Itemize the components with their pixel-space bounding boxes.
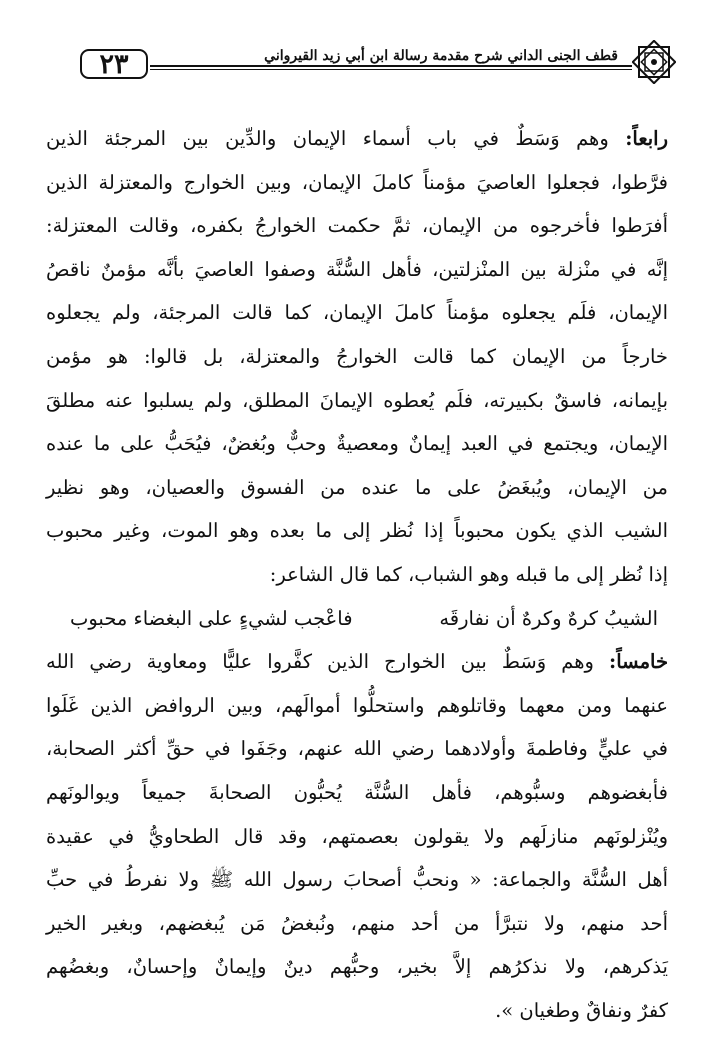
text-line: رابعاً: وهم وَسَطٌ في باب أسماء الإيمان والدِّين بين المرجئة الذين	[46, 127, 668, 150]
text-line: أهل السُّنَّة والجماعة: « ونحبُّ أصحابَ رسول الله ﷺ ولا نفرطُ في حبِّ	[46, 868, 668, 892]
text-line: عنهما ومن معهما وقاتلوهم واستحلُّوا أموالَهم، وبين الروافض الذين غَلَوا	[46, 693, 668, 717]
text-line: أفرَطوا فأخرجوه من الإيمان، ثمَّ حكمت الخوارجُ بكفره، وقالت المعتزلة:	[46, 214, 668, 238]
text-line: في عليٍّ وفاطمةَ وأولادهما رضي الله عنهم، وجَفَوا في حقِّ أكثر الصحابة،	[46, 737, 668, 761]
text-line: إنَّه في منْزلة بين المنْزلتين، فأهل السُّنَّة وصفوا العاصيَ بأنَّه مؤمنٌ ناقصُ	[46, 257, 668, 281]
section-lead: خامساً:	[609, 650, 669, 674]
text-line: الإيمان، فلَم يجعلوه مؤمناً كاملَ الإيمان، كما قالت المرجئة، ولم يجعلوه	[46, 301, 668, 325]
running-title: قطف الجنى الداني شرح مقدمة رسالة ابن أبي زيد القيرواني	[258, 48, 624, 64]
text-line: يَذكرهم، ولا نذكرُهم إلاَّ بخير، وحبُّهم دينٌ وإيمانٌ وإحسانٌ، وبغضُهم	[46, 955, 668, 979]
header-rule-thin	[150, 69, 632, 70]
poem-verse	[46, 597, 668, 641]
text-line: الإيمان، ويجتمع في العبد إيمانٌ ومعصيةٌ وحبٌّ وبُغضٌ، فيُحَبُّ على ما عنده	[46, 432, 668, 456]
text-line: فأبغضوهم وسبُّوهم، فأهل السُّنَّة يُحبُّون الصحابةَ جميعاً ويوالونَهم	[46, 780, 668, 804]
text-line: خامساً: وهم وَسَطٌ بين الخوارج الذين كفَّروا عليًّا ومعاوية رضي الله	[46, 650, 669, 674]
text-line: فرَّطوا، فجعلوا العاصيَ مؤمناً كاملَ الإيمان، وبين الخوارج والمعتزلة الذين	[46, 170, 668, 194]
body-text	[46, 117, 668, 1032]
text-line: كفرٌ ونفاقٌ وطغيان ».	[495, 998, 668, 1022]
text-line: إذا نُظر إلى ما قبله وهو الشباب، كما قال الشاعر:	[269, 562, 668, 586]
poem-first-hemistich: الشيبُ كرهٌ وكرهٌ أن نفارقَه	[439, 606, 658, 630]
text-line: خارجاً من الإيمان كما قالت الخوارجُ والمعتزلة، بل قالوا: هو مؤمن	[46, 344, 668, 368]
text-line: ويُنْزلونَهم منازلَهم ولا يقولون بعصمتهم، وقد قال الطحاويُّ في عقيدة	[46, 824, 668, 848]
text-line: من الإيمان، ويُبغَضُ على ما عنده من الفسوق والعصيان، وهو نظير	[46, 475, 668, 499]
text-line: أحد منهم، ولا نتبرَّأ من أحد منهم، ونُبغضُ مَن يُبغضهم، وبغير الخير	[46, 911, 668, 935]
page-header	[66, 38, 676, 86]
section-lead: رابعاً:	[625, 127, 668, 150]
page-number: ٢٣	[80, 49, 148, 79]
star-ornament-icon	[632, 40, 676, 84]
text-line: بإيمانه، فاسقٌ بكبيرته، فلَم يُعطوه الإيمانَ المطلق، ولم يسلبوا عنه مطلقَ	[46, 388, 668, 412]
text-line: الشيب الذي يكون محبوباً إذا نُظر إلى ما بعده وهو الموت، وغير محبوب	[46, 519, 668, 543]
poem-second-hemistich: فاعْجب لشيءٍ على البغضاء محبوب	[70, 606, 353, 630]
header-rule	[150, 65, 632, 67]
